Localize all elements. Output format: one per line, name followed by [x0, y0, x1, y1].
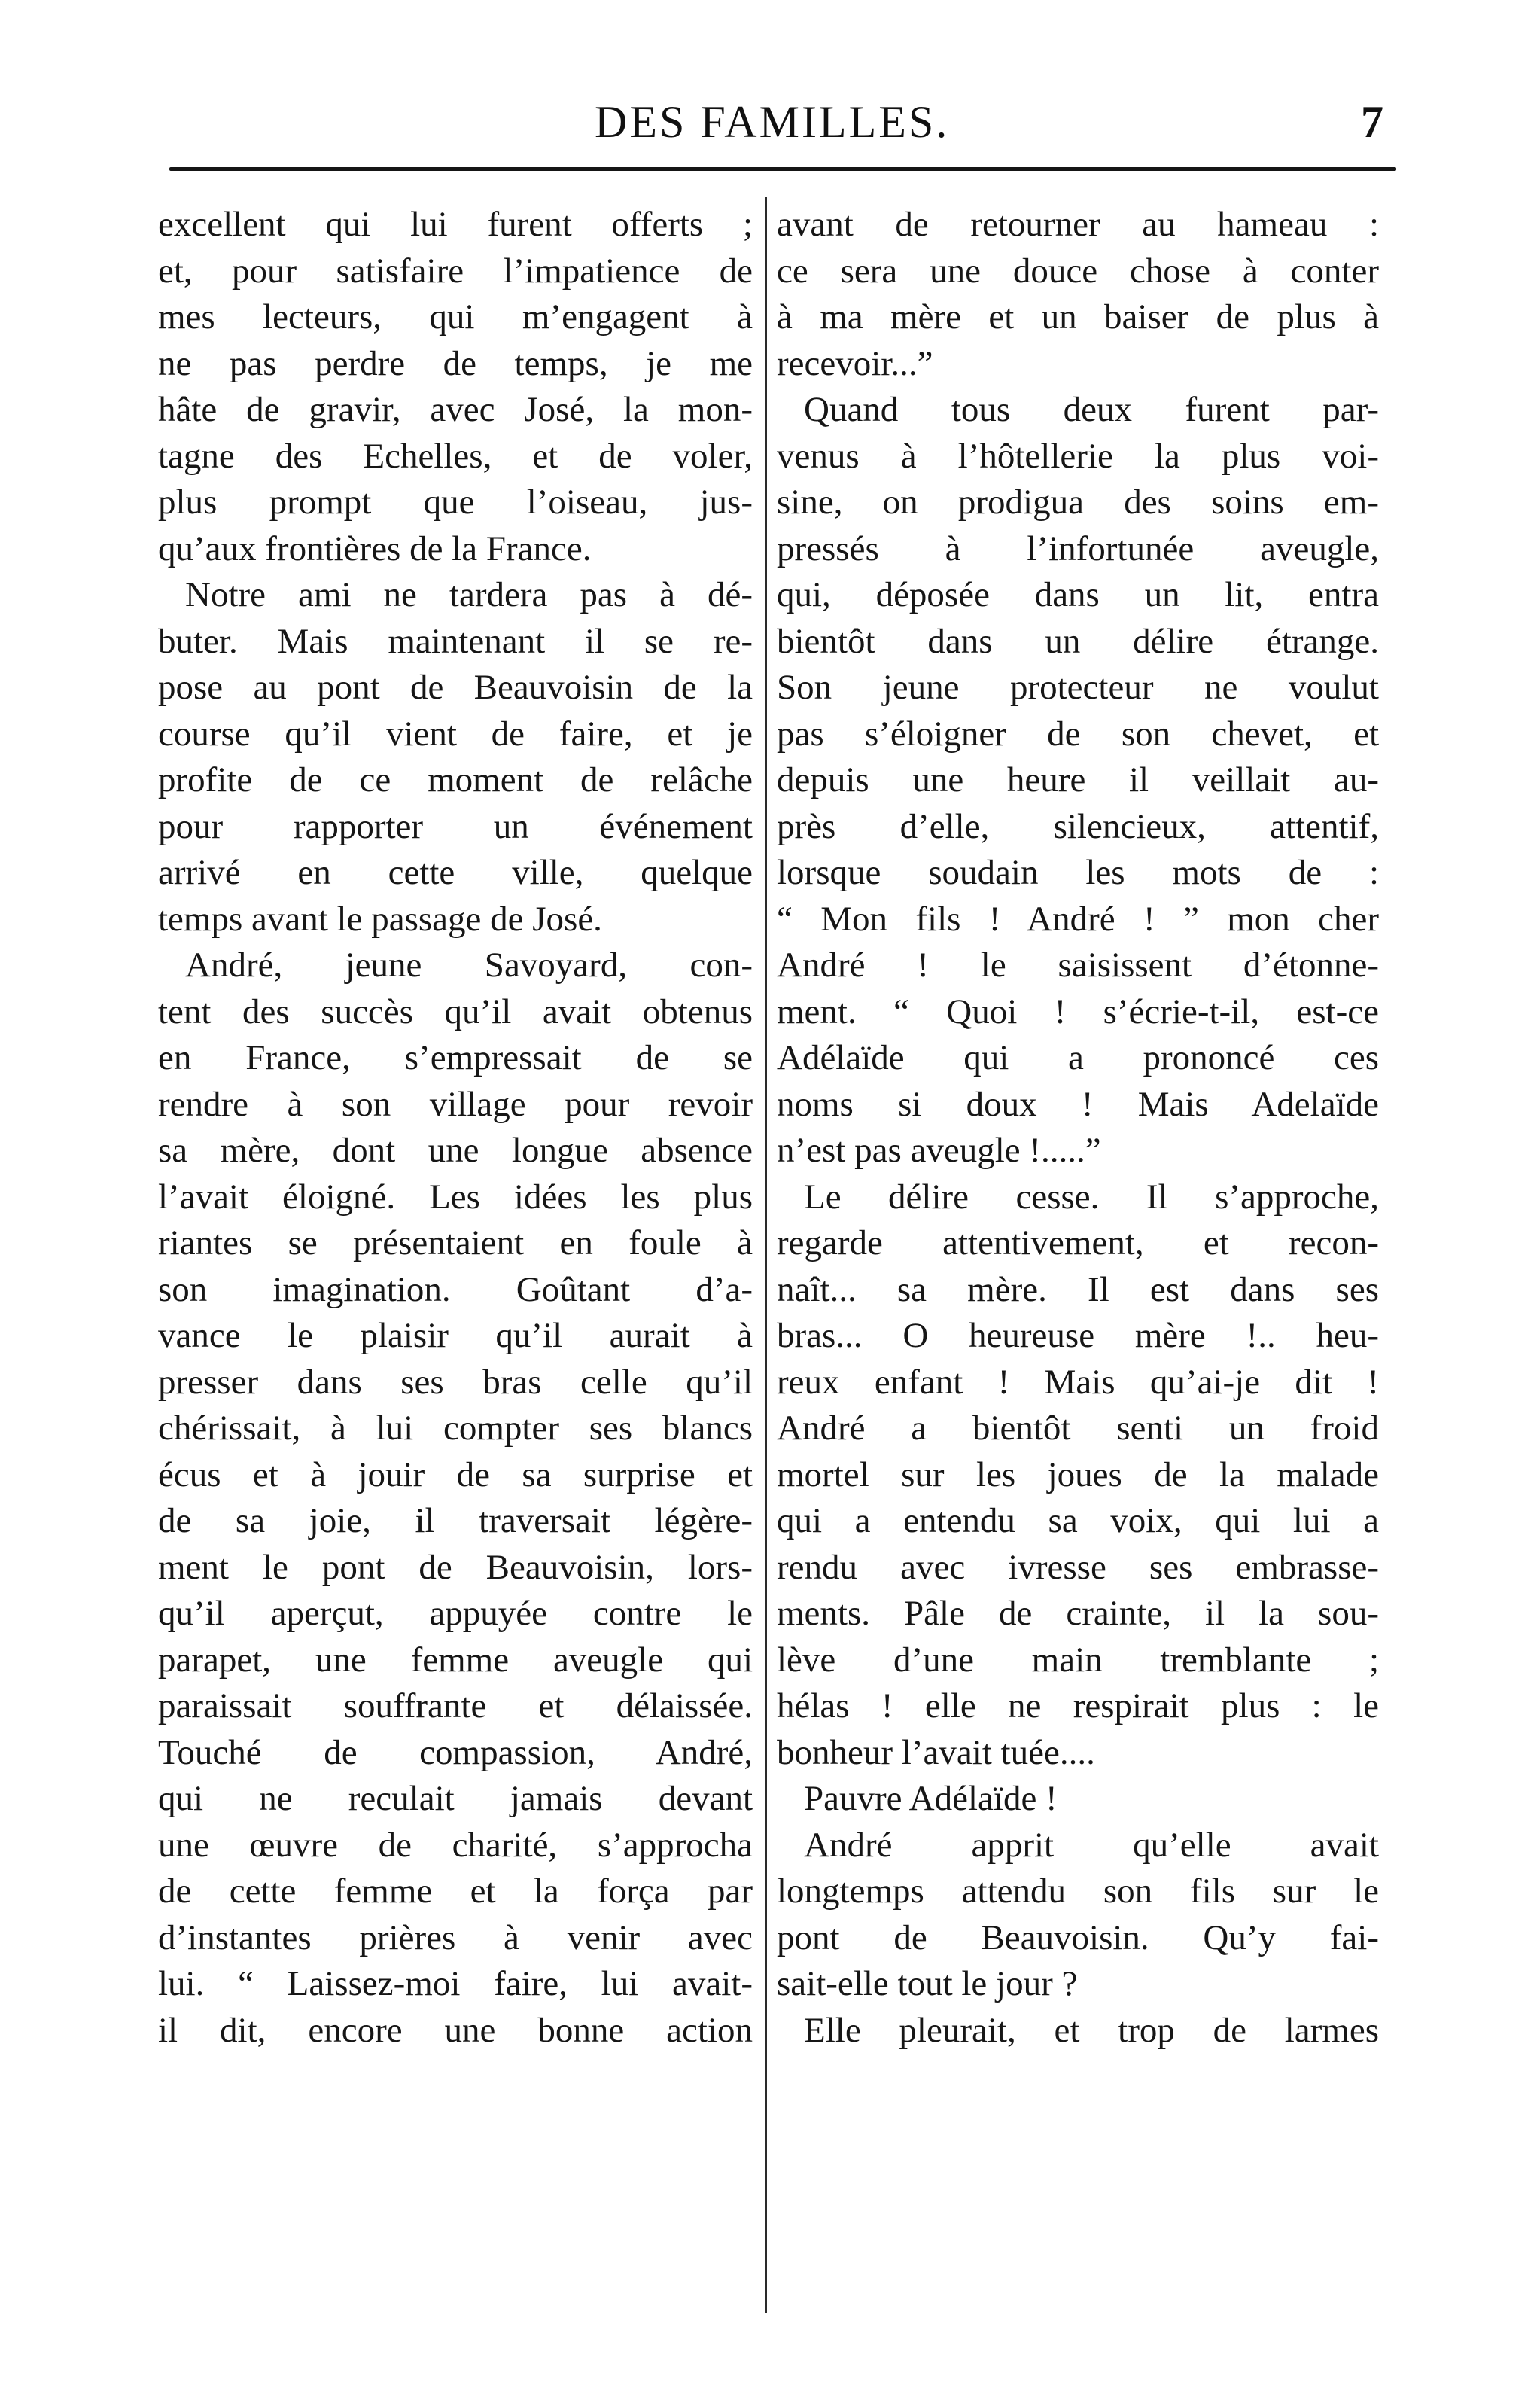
- text-line: qui ne reculait jamais devant: [158, 1779, 753, 1818]
- text-line: Elle pleurait, et trop de larmes: [804, 2010, 1379, 2050]
- text-line: mortel sur les joues de la malade: [777, 1454, 1379, 1494]
- text-line: depuis une heure il veillait au-: [777, 760, 1379, 800]
- text-line: lui. “ Laissez-moi faire, lui avait-: [158, 1964, 753, 2003]
- text-line: ment. “ Quoi ! s’écrie-t-il, est-ce: [777, 991, 1379, 1031]
- text-line: mes lecteurs, qui m’engagent à: [158, 297, 753, 337]
- text-line: il dit, encore une bonne action: [158, 2010, 753, 2050]
- text-line: profite de ce moment de relâche: [158, 760, 753, 800]
- text-line: chérissait, à lui compter ses blancs: [158, 1409, 753, 1448]
- text-line: Pauvre Adélaïde !: [804, 1779, 1058, 1818]
- text-line: et, pour satisfaire l’impatience de: [158, 251, 753, 291]
- text-line: Touché de compassion, André,: [158, 1732, 753, 1772]
- text-line: plus prompt que l’oiseau, jus-: [158, 483, 753, 522]
- text-line: près d’elle, silencieux, attentif,: [777, 806, 1379, 846]
- page-number: 7: [1361, 97, 1383, 147]
- text-line: une œuvre de charité, s’approcha: [158, 1825, 753, 1865]
- text-line: bientôt dans un délire étrange.: [777, 621, 1379, 661]
- text-line: écus et à jouir de sa surprise et: [158, 1454, 753, 1494]
- text-line: de cette femme et la força par: [158, 1872, 753, 1911]
- text-line: Adélaïde qui a prononcé ces: [777, 1038, 1379, 1077]
- text-line: n’est pas aveugle !.....”: [777, 1131, 1101, 1170]
- text-line: naît... sa mère. Il est dans ses: [777, 1269, 1379, 1309]
- text-line: parapet, une femme aveugle qui: [158, 1640, 753, 1680]
- text-line: regarde attentivement, et recon-: [777, 1223, 1379, 1262]
- text-line: de sa joie, il traversait légère-: [158, 1501, 753, 1540]
- text-line: qui, déposée dans un lit, entra: [777, 575, 1379, 614]
- text-line: lorsque soudain les mots de :: [777, 853, 1379, 892]
- text-line: venus à l’hôtellerie la plus voi-: [777, 436, 1379, 476]
- text-line: ce sera une douce chose à conter: [777, 251, 1379, 291]
- text-line: d’instantes prières à venir avec: [158, 1917, 753, 1957]
- text-line: pour rapporter un événement: [158, 806, 753, 846]
- text-line: longtemps attendu son fils sur le: [777, 1872, 1379, 1911]
- text-line: Quand tous deux furent par-: [804, 390, 1379, 429]
- text-line: excellent qui lui furent offerts ;: [158, 205, 753, 244]
- running-title: DES FAMILLES.: [595, 97, 950, 147]
- text-line: ment le pont de Beauvoisin, lors-: [158, 1547, 753, 1587]
- text-line: l’avait éloigné. Les idées les plus: [158, 1177, 753, 1217]
- text-line: arrivé en cette ville, quelque: [158, 853, 753, 892]
- text-line: Notre ami ne tardera pas à dé-: [185, 575, 753, 614]
- text-line: recevoir...”: [777, 343, 933, 383]
- text-line: pont de Beauvoisin. Qu’y fai-: [777, 1917, 1379, 1957]
- text-line: bras... O heureuse mère !.. heu-: [777, 1316, 1379, 1355]
- text-line: pose au pont de Beauvoisin de la: [158, 668, 753, 707]
- text-line: André ! le saisissent d’étonne-: [777, 946, 1379, 985]
- left-text-column: [158, 202, 753, 2054]
- text-line: bonheur l’avait tuée....: [777, 1732, 1095, 1772]
- text-line: rendre à son village pour revoir: [158, 1084, 753, 1124]
- text-line: “ Mon fils ! André ! ” mon cher: [777, 899, 1379, 939]
- text-line: vance le plaisir qu’il aurait à: [158, 1316, 753, 1355]
- text-line: riantes se présentaient en foule à: [158, 1223, 753, 1262]
- right-text-column: [777, 202, 1379, 2054]
- text-line: qu’aux frontières de la France.: [158, 528, 592, 568]
- text-line: reux enfant ! Mais qu’ai-je dit !: [777, 1362, 1379, 1402]
- text-line: presser dans ses bras celle qu’il: [158, 1362, 753, 1402]
- text-line: ments. Pâle de crainte, il la sou-: [777, 1594, 1379, 1633]
- text-line: hâte de gravir, avec José, la mon-: [158, 390, 753, 429]
- text-line: André apprit qu’elle avait: [804, 1825, 1379, 1865]
- text-line: rendu avec ivresse ses embrasse-: [777, 1547, 1379, 1587]
- column-divider: [765, 197, 767, 2313]
- running-head: [0, 96, 1540, 157]
- header-rule: [169, 167, 1396, 171]
- text-line: hélas ! elle ne respirait plus : le: [777, 1686, 1379, 1725]
- text-line: Le délire cesse. Il s’approche,: [804, 1177, 1379, 1217]
- text-line: paraissait souffrante et délaissée.: [158, 1686, 753, 1725]
- text-line: son imagination. Goûtant d’a-: [158, 1269, 753, 1309]
- text-line: tagne des Echelles, et de voler,: [158, 436, 753, 476]
- text-line: sa mère, dont une longue absence: [158, 1131, 753, 1170]
- text-line: sine, on prodigua des soins em-: [777, 483, 1379, 522]
- text-line: temps avant le passage de José.: [158, 899, 602, 939]
- text-line: course qu’il vient de faire, et je: [158, 714, 753, 754]
- text-line: qui a entendu sa voix, qui lui a: [777, 1501, 1379, 1540]
- text-line: buter. Mais maintenant il se re-: [158, 621, 753, 661]
- text-line: lève d’une main tremblante ;: [777, 1640, 1379, 1680]
- text-line: pressés à l’infortunée aveugle,: [777, 528, 1379, 568]
- text-line: avant de retourner au hameau :: [777, 205, 1379, 244]
- text-line: ne pas perdre de temps, je me: [158, 343, 753, 383]
- text-line: André a bientôt senti un froid: [777, 1409, 1379, 1448]
- text-line: noms si doux ! Mais Adelaïde: [777, 1084, 1379, 1124]
- text-line: à ma mère et un baiser de plus à: [777, 297, 1379, 337]
- text-line: sait-elle tout le jour ?: [777, 1964, 1078, 2003]
- text-line: tent des succès qu’il avait obtenus: [158, 991, 753, 1031]
- text-line: pas s’éloigner de son chevet, et: [777, 714, 1379, 754]
- text-line: André, jeune Savoyard, con-: [185, 946, 753, 985]
- text-line: Son jeune protecteur ne voulut: [777, 668, 1379, 707]
- text-line: qu’il aperçut, appuyée contre le: [158, 1594, 753, 1633]
- text-line: en France, s’empressait de se: [158, 1038, 753, 1077]
